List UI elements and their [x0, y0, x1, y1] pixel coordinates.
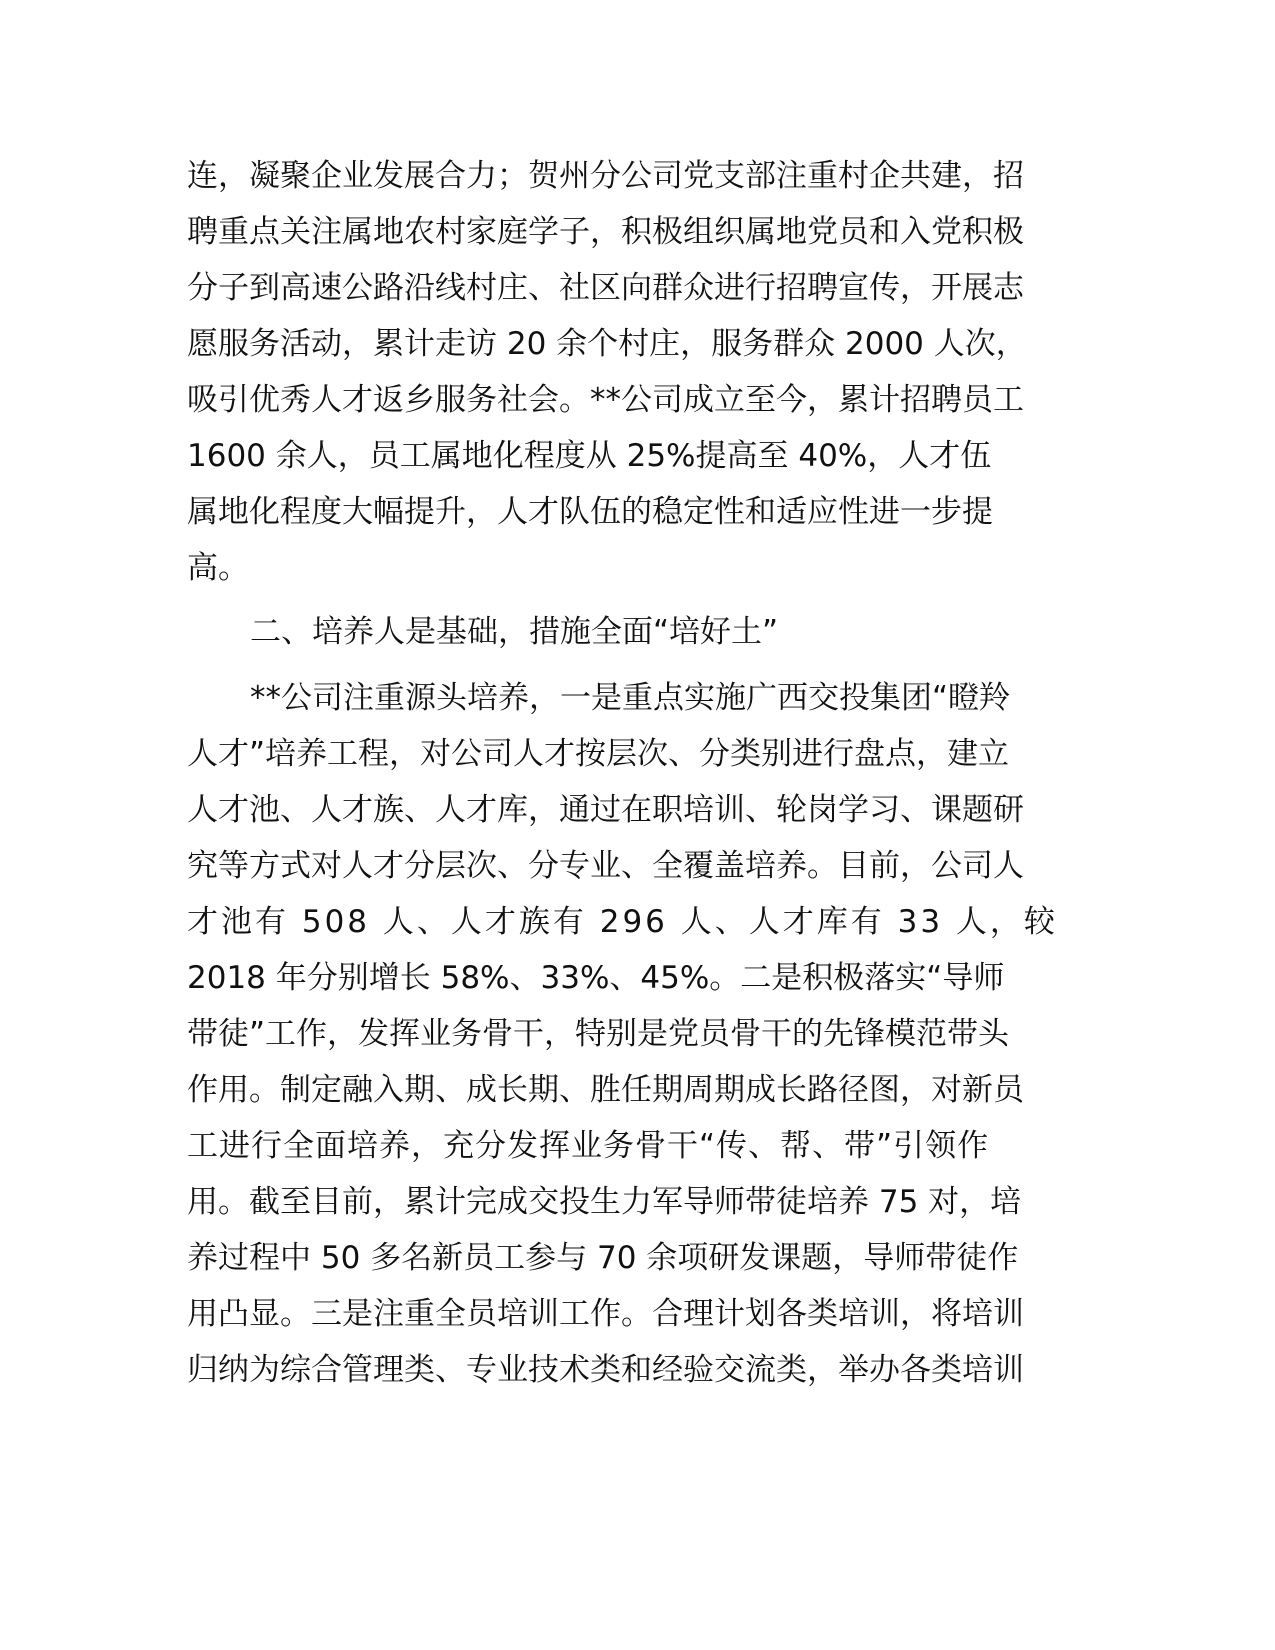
- text-line: 才池有 508 人、人才族有 296 人、人才库有 33 人，较: [187, 904, 1058, 940]
- text-line: 究等方式对人才分层次、分专业、全覆盖培养。目前，公司人: [187, 848, 1024, 884]
- text-line: 聘重点关注属地农村家庭学子，积极组织属地党员和入党积极: [187, 214, 1024, 250]
- text-line: **公司注重源头培养，一是重点实施广西交投集团“瞪羚: [250, 680, 1011, 716]
- section-heading: 二、培养人是基础，措施全面“培好土”: [250, 614, 779, 650]
- text-line: 人才池、人才族、人才库，通过在职培训、轮岗学习、课题研: [187, 792, 1024, 828]
- text-line: 属地化程度大幅提升，人才队伍的稳定性和适应性进一步提: [187, 494, 993, 530]
- text-line: 带徒”工作，发挥业务骨干，特别是党员骨干的先锋模范带头: [187, 1016, 1010, 1052]
- text-line: 用凸显。三是注重全员培训工作。合理计划各类培训，将培训: [187, 1296, 1024, 1332]
- text-line: 养过程中 50 多名新员工参与 70 余项研发课题，导师带徒作: [187, 1240, 1019, 1276]
- text-line: 愿服务活动，累计走访 20 余个村庄，服务群众 2000 人次，: [187, 326, 1027, 362]
- text-line: 连，凝聚企业发展合力；贺州分公司党支部注重村企共建，招: [187, 158, 1024, 194]
- text-line: 人才”培养工程，对公司人才按层次、分类别进行盘点，建立: [187, 736, 1010, 772]
- text-line: 分子到高速公路沿线村庄、社区向群众进行招聘宣传，开展志: [187, 270, 1024, 306]
- text-line: 高。: [187, 550, 249, 586]
- text-line: 作用。制定融入期、成长期、胜任期周期成长路径图，对新员: [187, 1072, 1024, 1108]
- text-line: 吸引优秀人才返乡服务社会。**公司成立至今，累计招聘员工: [187, 382, 1024, 418]
- text-line: 归纳为综合管理类、专业技术类和经验交流类，举办各类培训: [187, 1352, 1024, 1388]
- text-line: 1600 余人，员工属地化程度从 25%提高至 40%，人才伍: [187, 438, 992, 474]
- text-line: 工进行全面培养，充分发挥业务骨干“传、帮、带”引领作: [187, 1128, 990, 1164]
- text-line: 用。截至目前，累计完成交投生力军导师带徒培养 75 对，培: [187, 1184, 1022, 1220]
- text-line: 2018 年分别增长 58%、33%、45%。二是积极落实“导师: [187, 960, 1005, 996]
